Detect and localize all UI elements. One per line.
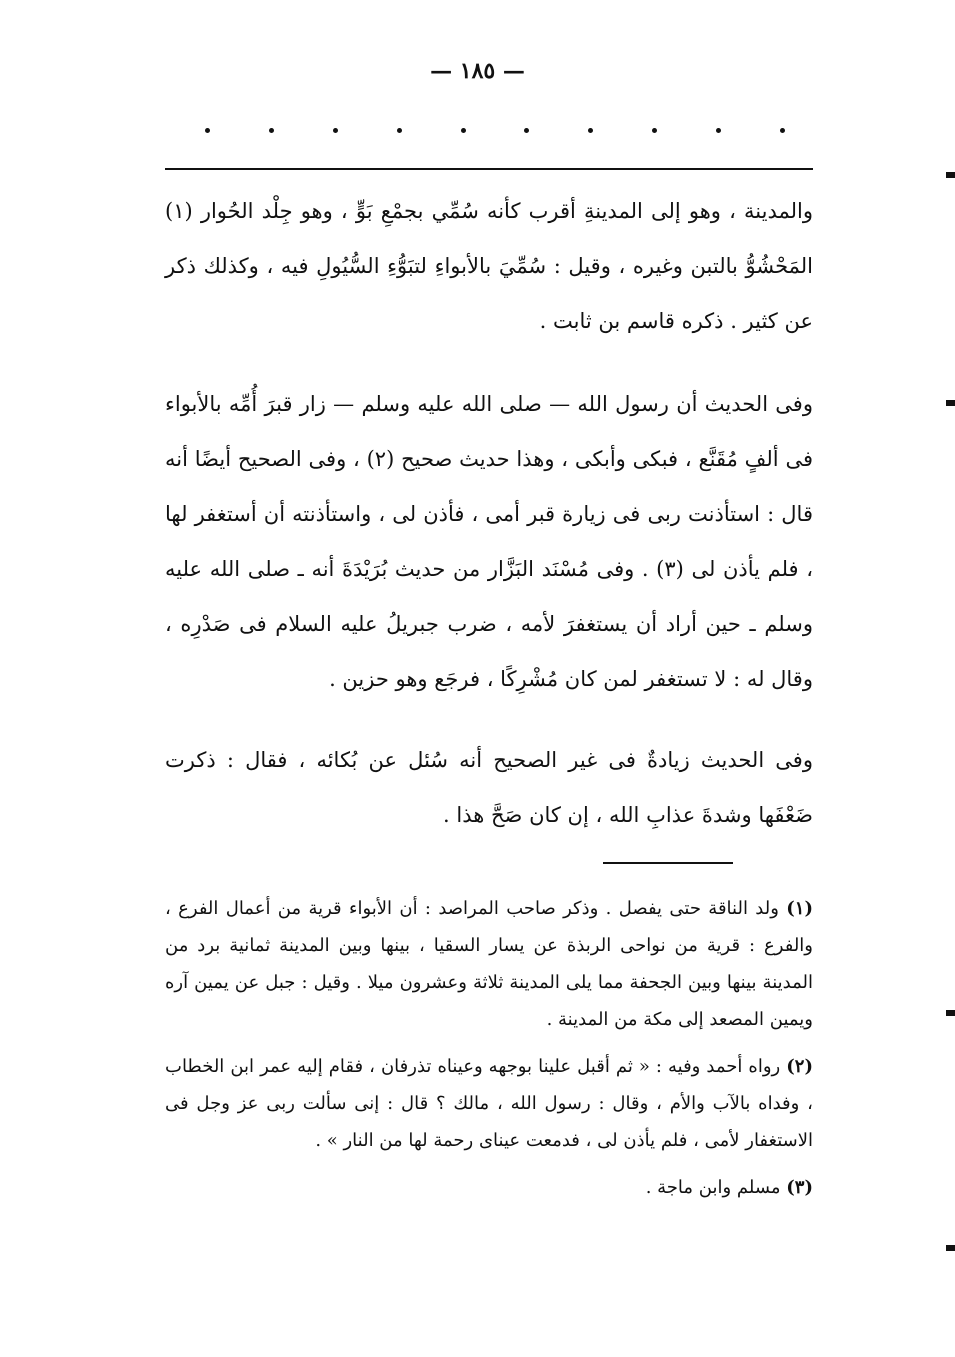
ornament-dot <box>397 128 402 133</box>
footnote <box>165 890 813 1038</box>
footnote-rule <box>603 862 733 864</box>
main-text <box>165 184 813 871</box>
ornament-dot <box>716 128 721 133</box>
paragraph: وفى الحديث زيادةٌ فى غير الصحيح أنه سُئل عن بُكائه ، فقال : ذكرت ضَعْفَها وشدةَ عذابِ الله ، إن كان صَحَّ هذا . <box>165 748 813 827</box>
ornament-dot <box>588 128 593 133</box>
ornament-dots <box>205 128 785 133</box>
page-number: — ١٨٥ — <box>430 58 525 84</box>
ornament-dot <box>461 128 466 133</box>
header-rule <box>165 168 813 170</box>
footnote <box>165 1048 813 1159</box>
ornament-dot <box>333 128 338 133</box>
ornament-dot <box>524 128 529 133</box>
ornament-dot <box>205 128 210 133</box>
footnote-text: مسلم وابن ماجة . <box>645 1177 781 1198</box>
footnote-number: (١) <box>786 898 813 919</box>
footnote-text: رواه أحمد وفيه : « ثم أقبل علينا بوجهه وعيناه تذرفان ، فقام إليه عمر ابن الخطاب ، وفداه بالآب والأم ، وقال : رسول الله ، مالك ؟ قال : إنى سألت ربى عز وجل فى الاستغفار لأمى ، فلم يأذن لى ، فدمعت عيناى رحمة لها من النار » . <box>165 1056 813 1151</box>
margin-mark <box>946 1010 955 1016</box>
footnotes <box>165 890 813 1216</box>
margin-mark <box>946 172 955 178</box>
ornament-dot <box>780 128 785 133</box>
footnote-text: ولد الناقة حتى يفصل . وذكر صاحب المراصد : أن الأبواء قرية من أعمال الفرع ، والفرع : قرية من نواحى الربذة عن يسار السقيا ، بينها وبين المدينة ثمانية برد من المدينة بينها وبين الجحفة مما يلى المدينة ثلاثة وعشرون ميلا . وقيل : جبل عن يمين آره ويمين المصعد إلى مكة من المدينة . <box>165 898 813 1030</box>
paragraph: والمدينة ، وهو إلى المدينةِ أقرب كأنه سُمِّي بجمْعِ بَوٍّ ، وهو جِلْد الحُوار (١) المَحْشُوُّ بالتبن وغيره ، وقيل : سُمِّيَ بالأبواءِ لتبَوُّءِ السُّيُولِ فيه ، وكذلك ذكر عن كثير . ذكره قاسم بن ثابت . <box>165 199 813 333</box>
footnote-number: (٣) <box>786 1177 813 1198</box>
footnote <box>165 1169 813 1206</box>
ornament-dot <box>652 128 657 133</box>
ornament-dot <box>269 128 274 133</box>
footnote-number: (٢) <box>786 1056 813 1077</box>
margin-mark <box>946 1245 955 1251</box>
paragraph: وفى الحديث أن رسول الله — صلى الله عليه وسلم — زار قبرَ أُمِّه بالأبواء فى ألفٍ مُقَنَّع ، فبكى وأبكى ، وهذا حديث صحيح (٢) ، وفى الصحيح أيضًا أنه قال : استأذنت ربى فى زيارة قبر أمى ، فأذن لى ، واستأذنته أن أستغفر لها ، فلم يأذن لى (٣) . وفى مُسْنَد البَزَّار من حديث بُرَيْدَةَ أنه ـ صلى الله عليه وسلم ـ حين أراد أن يستغفرَ لأمه ، ضرب جبريلُ عليه السلام فى صَدْرِه ، وقال له : لا تستغفر لمن كان مُشْرِكًا ، فرجَع وهو حزين . <box>165 392 813 691</box>
margin-mark <box>946 400 955 406</box>
